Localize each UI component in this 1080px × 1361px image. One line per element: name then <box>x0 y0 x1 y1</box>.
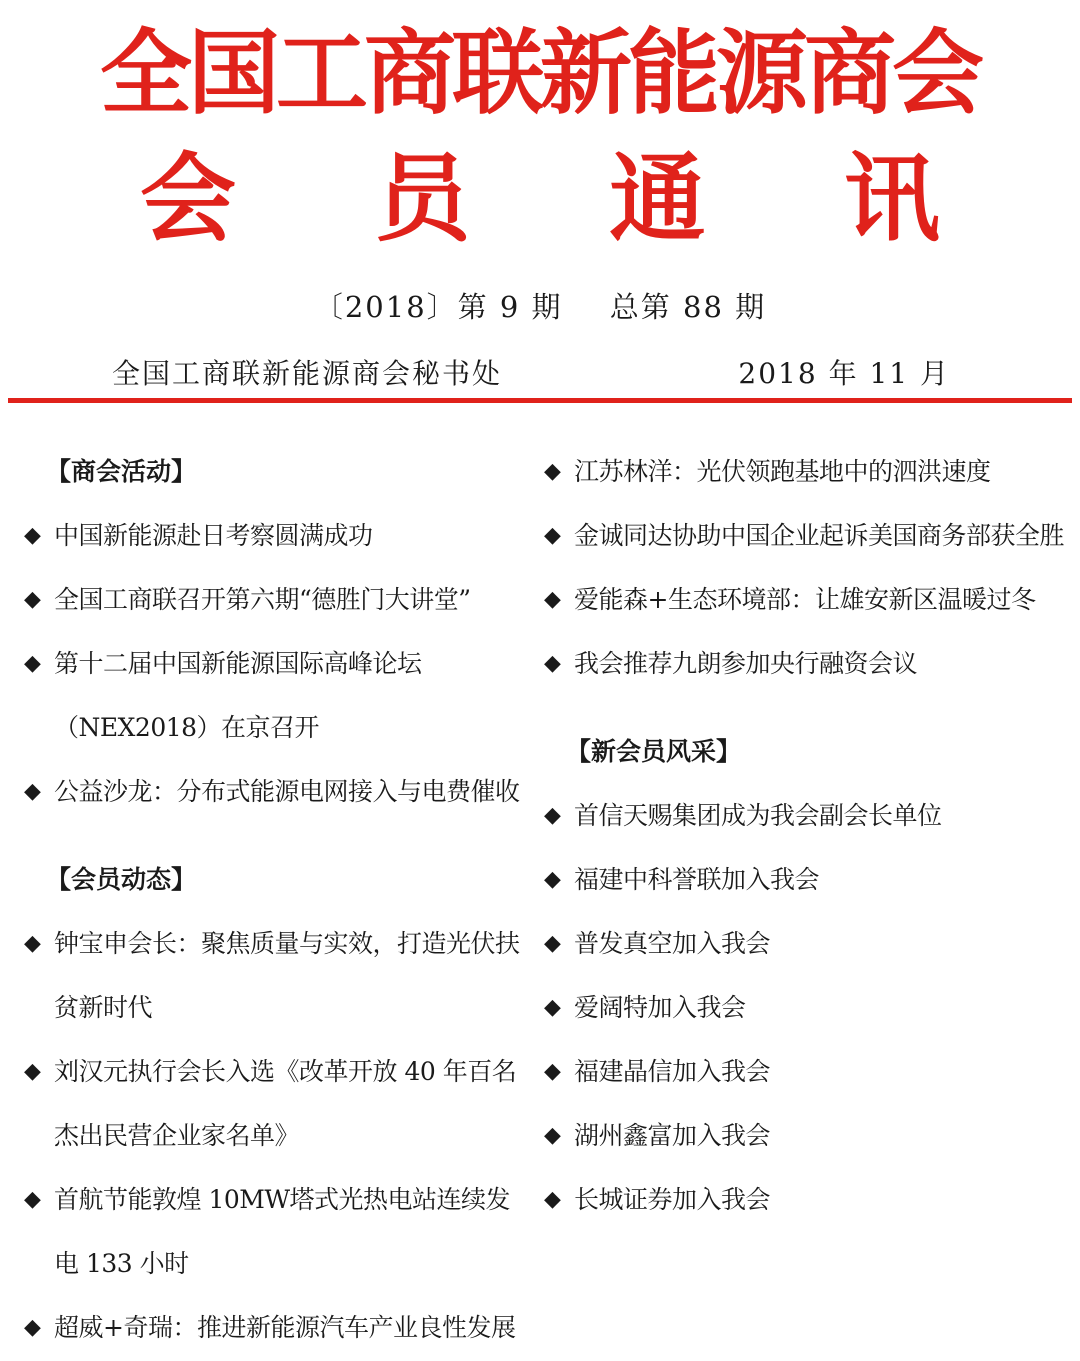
list-item <box>544 440 1064 504</box>
list-item <box>24 504 524 568</box>
list-item <box>24 912 524 1040</box>
diamond-bullet-icon: ◆ <box>544 1187 561 1212</box>
diamond-bullet-icon: ◆ <box>544 867 561 892</box>
diamond-bullet-icon: ◆ <box>24 931 41 956</box>
list-item <box>544 1168 1064 1232</box>
article-title: 福建晶信加入我会 <box>574 1057 771 1086</box>
diamond-bullet-icon: ◆ <box>24 651 41 676</box>
article-title: 公益沙龙：分布式能源电网接入与电费催收 <box>54 777 520 806</box>
diamond-bullet-icon: ◆ <box>544 995 561 1020</box>
masthead-title-organization: 全国工商联新能源商会 <box>99 20 980 127</box>
article-title: 钟宝申会长：聚焦质量与实效，打造光伏扶贫新时代 <box>54 929 520 1022</box>
issue-number <box>0 285 1080 326</box>
diamond-bullet-icon: ◆ <box>544 587 561 612</box>
masthead-char: 通 <box>609 143 706 255</box>
article-title: 爱能森+生态环境部：让雄安新区温暖过冬 <box>574 585 1036 614</box>
list-item <box>544 912 1064 976</box>
publish-date: 2018 年 11 月 <box>738 357 950 390</box>
diamond-bullet-icon: ◆ <box>544 651 561 676</box>
article-title: 超威+奇瑞：推进新能源汽车产业良性发展 <box>54 1313 516 1342</box>
masthead-char: 会 <box>140 143 236 255</box>
list-item <box>544 1104 1064 1168</box>
list-item <box>544 784 1064 848</box>
diamond-bullet-icon: ◆ <box>24 587 41 612</box>
list-item <box>544 632 1064 696</box>
diamond-bullet-icon: ◆ <box>24 523 41 548</box>
list-item <box>24 1040 524 1168</box>
publisher-name: 全国工商联新能源商会秘书处 <box>112 357 503 390</box>
diamond-bullet-icon: ◆ <box>544 1059 561 1084</box>
list-item <box>24 760 524 824</box>
issue-year-number: 〔2018〕第 9 期 <box>313 290 563 324</box>
article-title: 普发真空加入我会 <box>574 929 771 958</box>
diamond-bullet-icon: ◆ <box>544 459 561 484</box>
diamond-bullet-icon: ◆ <box>544 523 561 548</box>
list-item <box>544 568 1064 632</box>
article-title: 第十二届中国新能源国际高峰论坛（NEX2018）在京召开 <box>54 649 422 742</box>
article-title: 江苏林洋：光伏领跑基地中的泗洪速度 <box>574 457 991 486</box>
article-title: 长城证券加入我会 <box>574 1185 771 1214</box>
article-title: 全国工商联召开第六期“德胜门大讲堂” <box>54 585 471 614</box>
article-title: 首信天赐集团成为我会副会长单位 <box>574 801 942 830</box>
masthead-char: 讯 <box>843 143 940 255</box>
section-heading-member-news: 【会员动态】 <box>46 865 197 894</box>
section-heading-new-members: 【新会员风采】 <box>566 737 742 766</box>
article-title: 爱阔特加入我会 <box>574 993 746 1022</box>
article-title: 福建中科誉联加入我会 <box>574 865 820 894</box>
list-item <box>24 1168 524 1296</box>
article-title: 金诚同达协助中国企业起诉美国商务部获全胜 <box>574 521 1065 550</box>
publisher-line <box>112 352 950 392</box>
masthead-title-newsletter <box>140 144 940 254</box>
masthead <box>0 18 1080 254</box>
list-item <box>24 632 524 760</box>
article-title: 刘汉元执行会长入选《改革开放 40 年百名杰出民营企业家名单》 <box>54 1057 517 1150</box>
list-item <box>544 1040 1064 1104</box>
diamond-bullet-icon: ◆ <box>544 803 561 828</box>
diamond-bullet-icon: ◆ <box>544 1123 561 1148</box>
article-title: 湖州鑫富加入我会 <box>574 1121 771 1150</box>
article-title: 首航节能敦煌 10MW塔式光热电站连续发电 133 小时 <box>54 1185 511 1278</box>
list-item <box>24 1296 524 1360</box>
right-column-contents <box>544 440 1064 1232</box>
list-item <box>544 848 1064 912</box>
list-item <box>544 504 1064 568</box>
masthead-char: 员 <box>374 143 471 255</box>
diamond-bullet-icon: ◆ <box>24 1187 41 1212</box>
section-heading-chamber-activities: 【商会活动】 <box>46 457 197 486</box>
diamond-bullet-icon: ◆ <box>24 1315 41 1340</box>
list-item <box>544 976 1064 1040</box>
article-title: 我会推荐九朗参加央行融资会议 <box>574 649 918 678</box>
diamond-bullet-icon: ◆ <box>24 1059 41 1084</box>
article-title: 中国新能源赴日考察圆满成功 <box>54 521 373 550</box>
diamond-bullet-icon: ◆ <box>24 779 41 804</box>
left-column-contents <box>24 440 524 1360</box>
diamond-bullet-icon: ◆ <box>544 931 561 956</box>
list-item <box>24 568 524 632</box>
issue-total-number: 总第 88 期 <box>609 290 767 324</box>
red-divider-rule <box>8 398 1072 403</box>
